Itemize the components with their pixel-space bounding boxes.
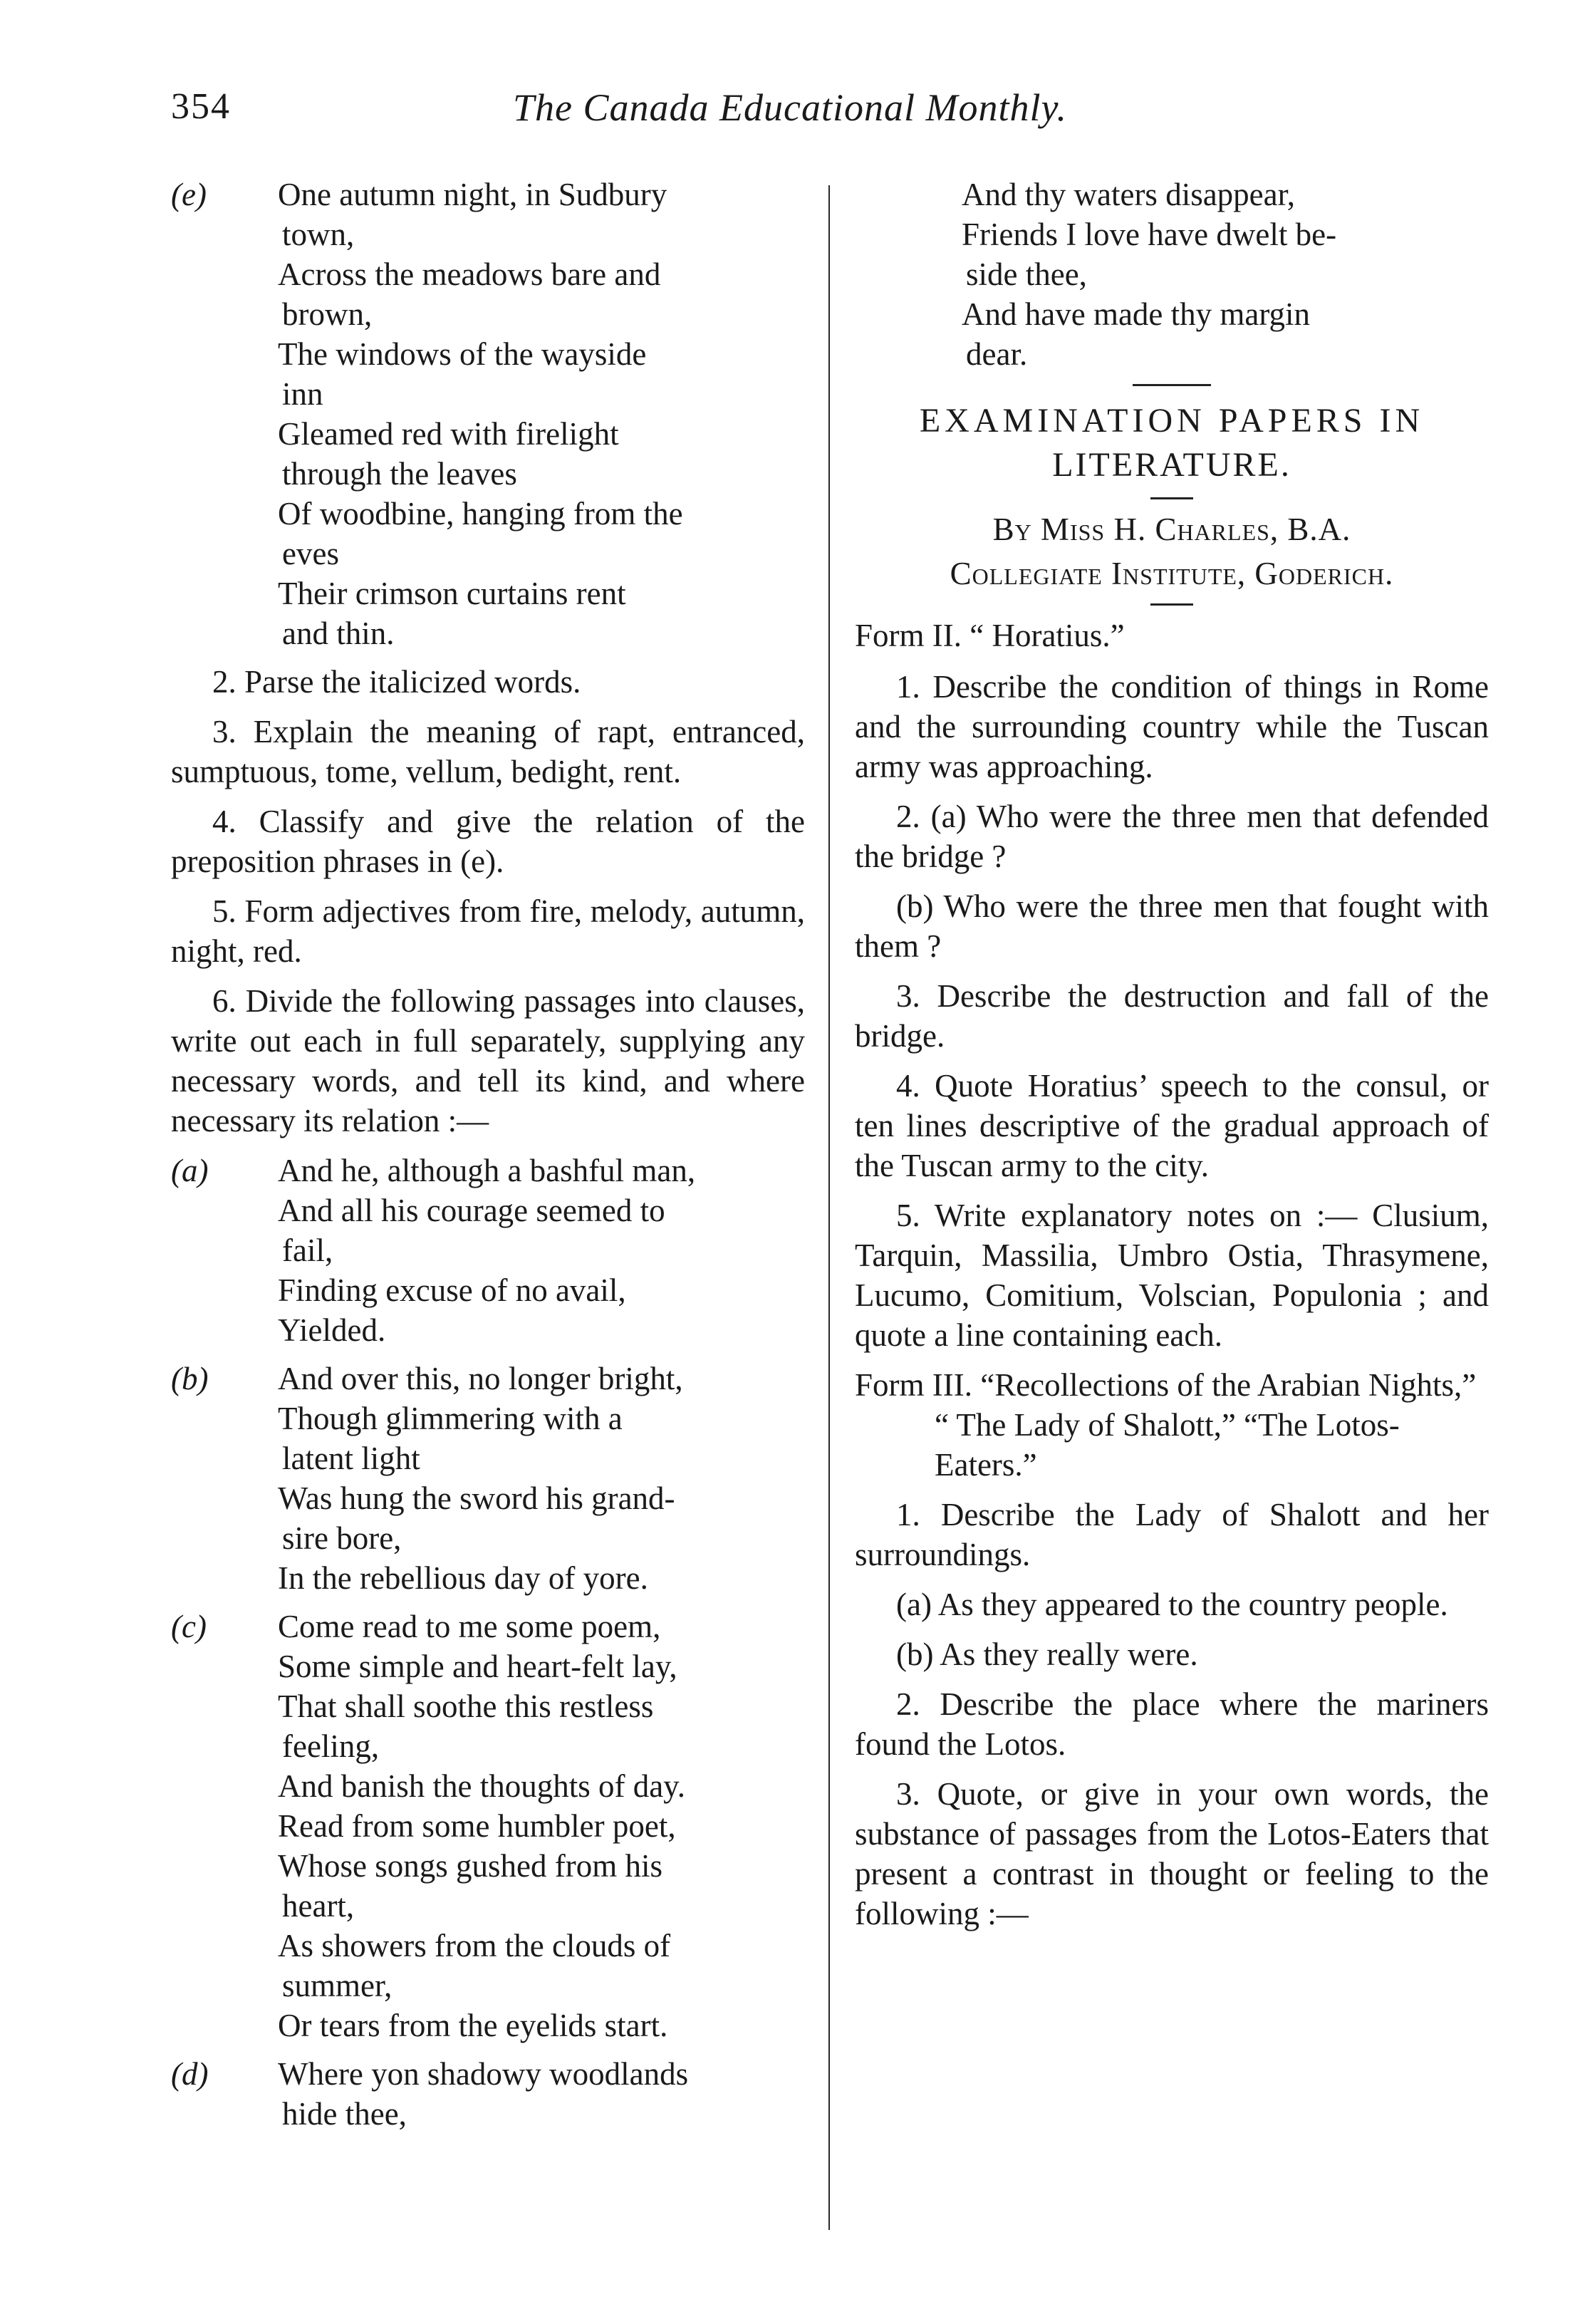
passage-marker: (b) <box>171 1361 209 1396</box>
passage-line: (a) And he, although a bashful man, <box>171 1151 805 1190</box>
passage-d-continued <box>855 175 1489 374</box>
passage-e <box>171 175 805 653</box>
passage-line: feeling, <box>282 1728 380 1764</box>
question-5: 5. Form adjectives from fire, melody, autumn, night, red. <box>171 893 805 969</box>
article-title-line-2: LITERATURE. <box>1052 446 1291 484</box>
author-institution: Collegiate Institute, Goderich. <box>950 556 1394 591</box>
passage-line: And thy waters disappear, <box>962 177 1296 212</box>
passage-line: In the rebellious day of yore. <box>278 1560 648 1596</box>
form-2-question-2b: (b) Who were the three men that fought with them ? <box>855 888 1489 964</box>
passage-line: and thin. <box>282 616 395 651</box>
form-3-question-1: 1. Describe the Lady of Shalott and her surroundings. <box>855 1497 1489 1572</box>
author-byline: By Miss H. Charles, B.A. <box>992 512 1351 547</box>
passage-line: dear. <box>966 336 1028 372</box>
article-title-line-1: EXAMINATION PAPERS IN <box>919 402 1425 440</box>
passage-line: heart, <box>282 1888 355 1924</box>
left-column <box>171 175 805 2142</box>
question-3: 3. Explain the meaning of rapt, entranced, sumptuous, tome, vellum, bedight, rent. <box>171 714 805 789</box>
passage-line: through the leaves <box>282 456 517 492</box>
form-2-question-1: 1. Describe the condition of things in Rome and the surrounding country while the Tuscan army was approaching. <box>855 669 1489 784</box>
article-title <box>855 399 1489 487</box>
page-header <box>171 85 1524 157</box>
form-3-question-1b: (b) As they really were. <box>896 1636 1198 1672</box>
passage-line: side thee, <box>966 256 1087 292</box>
passage-line: Across the meadows bare and <box>278 256 661 292</box>
passage-line: sire bore, <box>282 1520 402 1556</box>
passage-line: Though glimmering with a <box>278 1401 623 1436</box>
passage-c <box>171 1607 805 2045</box>
passage-line: Gleamed red with firelight <box>278 416 619 452</box>
passage-line: (b) And over this, no longer bright, <box>171 1359 805 1399</box>
passage-line: Yielded. <box>278 1312 386 1348</box>
passage-line: inn <box>282 376 323 412</box>
passage-line: hide thee, <box>282 2096 407 2132</box>
passage-line: (e) One autumn night, in Sudbury <box>171 175 805 214</box>
passage-marker: (d) <box>171 2056 209 2092</box>
passage-line: And banish the thoughts of day. <box>278 1768 686 1804</box>
passage-line: Friends I love have dwelt be- <box>962 217 1337 252</box>
passage-line: Finding excuse of no avail, <box>278 1272 626 1308</box>
form-3-question-2: 2. Describe the place where the mariners found the Lotos. <box>855 1686 1489 1762</box>
question-2: 2. Parse the italicized words. <box>212 664 581 700</box>
passage-marker: (e) <box>171 177 207 212</box>
form-3-heading: Form III. “Recollections of the Arabian Nights,” “ The Lady of Shalott,” “The Lotos-Eaters.” <box>855 1367 1477 1483</box>
passage-line: As showers from the clouds of <box>278 1928 671 1964</box>
passage-marker: (a) <box>171 1153 209 1188</box>
passage-line: (c) Come read to me some poem, <box>171 1607 805 1646</box>
form-2-question-5: 5. Write explanatory notes on :— Clusium, Tarquin, Massilia, Umbro Ostia, Thrasymene, Lucumo, Comitium, Volscian, Populonia ; and quote a line containing each. <box>855 1198 1489 1353</box>
title-divider <box>1150 497 1193 499</box>
passage-line: The windows of the wayside <box>278 336 647 372</box>
passage-d <box>171 2054 805 2134</box>
passage-line: That shall soothe this restless <box>278 1688 654 1724</box>
passage-line: And have made thy margin <box>962 296 1311 332</box>
passage-marker: (c) <box>171 1609 207 1644</box>
byline-divider <box>1150 603 1193 606</box>
passage-line: Of woodbine, hanging from the <box>278 496 683 531</box>
form-2-heading: Form II. “ Horatius.” <box>855 618 1125 653</box>
passage-line: latent light <box>282 1441 420 1476</box>
question-6: 6. Divide the following passages into clauses, write out each in full separately, supplying any necessary words, and tell its kind, and where necessary its relation :— <box>171 983 805 1138</box>
passage-line: Was hung the sword his grand- <box>278 1480 675 1516</box>
page-number: 354 <box>171 86 231 127</box>
passage-line: summer, <box>282 1968 392 2003</box>
form-3-question-3: 3. Quote, or give in your own words, the substance of passages from the Lotos-Eaters that present a contrast in thought or feeling to the following :— <box>855 1776 1489 1931</box>
form-2-question-2a: 2. (a) Who were the three men that defended the bridge ? <box>855 799 1489 874</box>
passage-line: Their crimson curtains rent <box>278 576 626 611</box>
passage-line: And all his courage seemed to <box>278 1193 665 1228</box>
passage-line: Some simple and heart-felt lay, <box>278 1649 677 1684</box>
passage-line: (d) Where yon shadowy woodlands <box>171 2054 805 2094</box>
question-4: 4. Classify and give the relation of the preposition phrases in (e). <box>171 804 805 879</box>
passage-line: brown, <box>282 296 373 332</box>
right-column <box>855 175 1489 1944</box>
passage-line: fail, <box>282 1233 333 1268</box>
passage-line: Whose songs gushed from his <box>278 1848 662 1884</box>
section-divider <box>1133 384 1211 386</box>
form-2-question-4: 4. Quote Horatius’ speech to the consul, or ten lines descriptive of the gradual approach of the Tuscan army to the city. <box>855 1068 1489 1183</box>
passage-line: Read from some humbler poet, <box>278 1808 676 1844</box>
passage-a <box>171 1151 805 1350</box>
passage-line: town, <box>282 217 355 252</box>
passage-b <box>171 1359 805 1598</box>
running-title: The Canada Educational Monthly. <box>513 86 1067 129</box>
passage-line: Or tears from the eyelids start. <box>278 2008 668 2043</box>
passage-line: eves <box>282 536 339 571</box>
form-3-question-1a: (a) As they appeared to the country people. <box>896 1587 1448 1622</box>
form-2-question-3: 3. Describe the destruction and fall of the bridge. <box>855 978 1489 1054</box>
column-divider <box>828 185 830 2230</box>
